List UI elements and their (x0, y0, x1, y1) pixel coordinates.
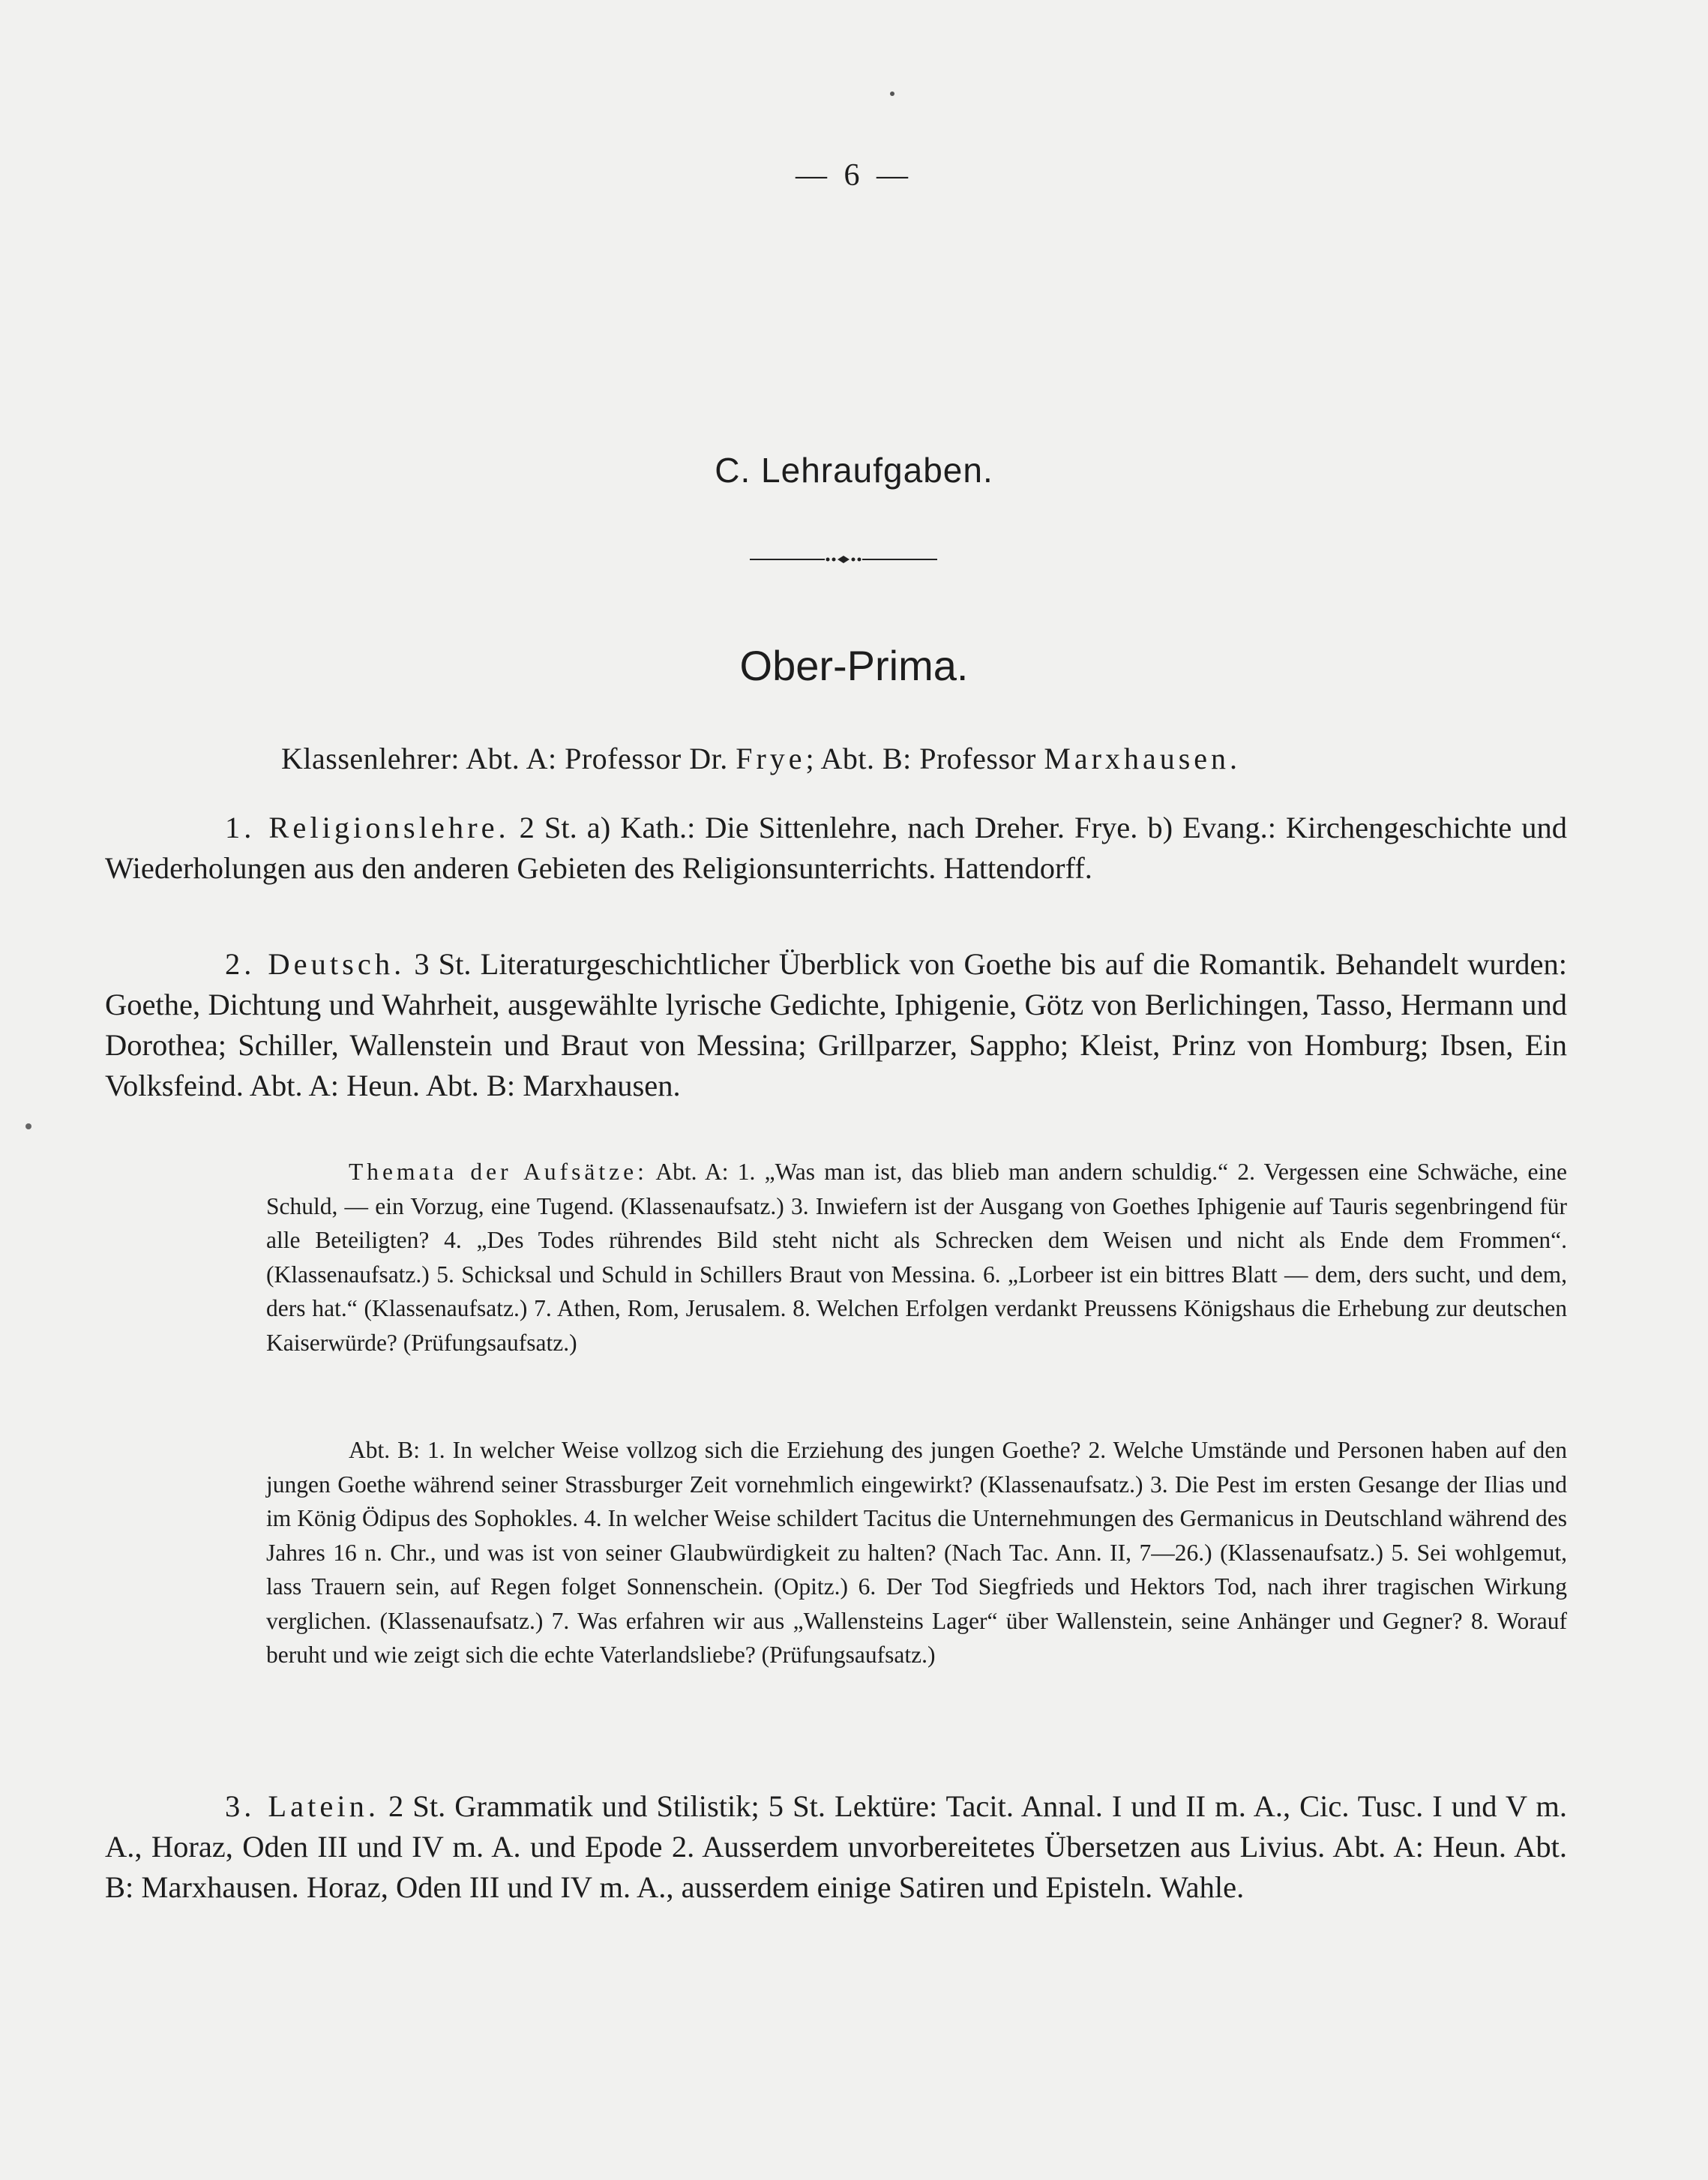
subject-religion: 1. Religionslehre. (225, 811, 510, 844)
themata-label: Themata der Aufsätze: (349, 1159, 648, 1185)
class-teachers (281, 741, 1556, 776)
ornament-divider (750, 553, 937, 565)
teachers-middle: ; Abt. B: Professor (805, 742, 1044, 775)
class-heading: Ober-Prima. (739, 642, 969, 689)
teachers-suffix: . (1230, 742, 1238, 775)
section-heading: C. Lehraufgaben. (715, 451, 993, 490)
themata-a-text: Abt. A: 1. „Was man ist, das blieb man andern schuldig.“ 2. Vergessen eine Schwäche, eine Schuld, — ein Vorzug, eine Tugend. (Klassenaufsatz.) 3. Inwiefern ist der Ausgang von Goethes Iphigenie auf Tauris segenbringend für alle Beteiligten? 4. „Des Todes rührendes Bild steht nicht als Schrecken dem Weisen und nicht als Ende dem Frommen“. (Klassenaufsatz.) 5. Schicksal und Schuld in Schillers Braut von Messina. 6. „Lorbeer ist ein bittres Blatt — dem, ders sucht, und dem, ders hat.“ (Klassenaufsatz.) 7. Athen, Rom, Jerusalem. 8. Welchen Erfolgen verdankt Preussens Königshaus die Erhebung zur deutschen Kaiserwürde? (Prüfungsaufsatz.) (266, 1159, 1568, 1356)
subject-latein: 3. Latein. (225, 1789, 379, 1823)
page-number: — 6 — (796, 158, 912, 193)
themata-abt-a (266, 1155, 1567, 1360)
subject-deutsch: 2. Deutsch. (225, 947, 406, 981)
teachers-prefix: Klassenlehrer: Abt. A: Professor Dr. (281, 742, 736, 775)
themata-abt-b (266, 1433, 1567, 1672)
paragraph-deutsch (105, 944, 1567, 1106)
paragraph-religion (105, 808, 1567, 889)
religion-text: 2 St. a) Kath.: Die Sittenlehre, nach Dreher. Frye. b) Evang.: Kirchengeschichte und Wiederholungen aus den anderen Gebieten des Religionsunterrichts. Hattendorff. (105, 811, 1568, 885)
latein-text: 2 St. Grammatik und Stilistik; 5 St. Lektüre: Tacit. Annal. I und II m. A., Cic. Tusc. I und V m. A., Horaz, Oden III und IV m. A. und Epode 2. Ausserdem unvorbereitetes Übersetzen aus Livius. Abt. A: Heun. Abt. B: Marxhausen. Horaz, Oden III und IV m. A., ausserdem einige Satiren und Episteln. Wahle. (105, 1789, 1568, 1904)
teacher-name-a: Frye (736, 742, 806, 775)
scan-speck (25, 1123, 31, 1129)
deutsch-text: 3 St. Literaturgeschichtlicher Überblick von Goethe bis auf die Romantik. Behandelt wurden: Goethe, Dichtung und Wahrheit, ausgewählte lyrische Gedichte, Iphigenie, Götz von Berlichingen, Tasso, Hermann und Dorothea; Schiller, Wallenstein und Braut von Messina; Grillparzer, Sappho; Kleist, Prinz von Homburg; Ibsen, Ein Volksfeind. Abt. A: Heun. Abt. B: Marxhausen. (105, 947, 1567, 1102)
themata-b-text: Abt. B: 1. In welcher Weise vollzog sich die Erziehung des jungen Goethe? 2. Welche Umstände und Personen haben auf den jungen Goethe während seiner Strassburger Zeit vornehmlich eingewirkt? (Klassenaufsatz.) 3. Die Pest im ersten Gesange der Ilias und im König Ödipus des Sophokles. 4. In welcher Weise schildert Tacitus die Unternehmungen des Germanicus in Deutschland während des Jahres 16 n. Chr., und was ist von seiner Glaubwürdigkeit zu halten? (Nach Tac. Ann. II, 7—26.) (Klassenaufsatz.) 5. Sei wohlgemut, lass Trauern sein, auf Regen folget Sonnenschein. (Opitz.) 6. Der Tod Siegfrieds und Hektors Tod, nach ihrer tragischen Wirkung verglichen. (Klassenaufsatz.) 7. Was erfahren wir aus „Wallensteins Lager“ über Wallenstein, seine Anhänger und Gegner? 8. Worauf beruht und wie zeigt sich die echte Vaterlandsliebe? (Prüfungsaufsatz.) (266, 1437, 1567, 1668)
teacher-name-b: Marxhausen (1044, 742, 1230, 775)
paragraph-latein (105, 1786, 1567, 1908)
scan-speck (890, 91, 894, 96)
